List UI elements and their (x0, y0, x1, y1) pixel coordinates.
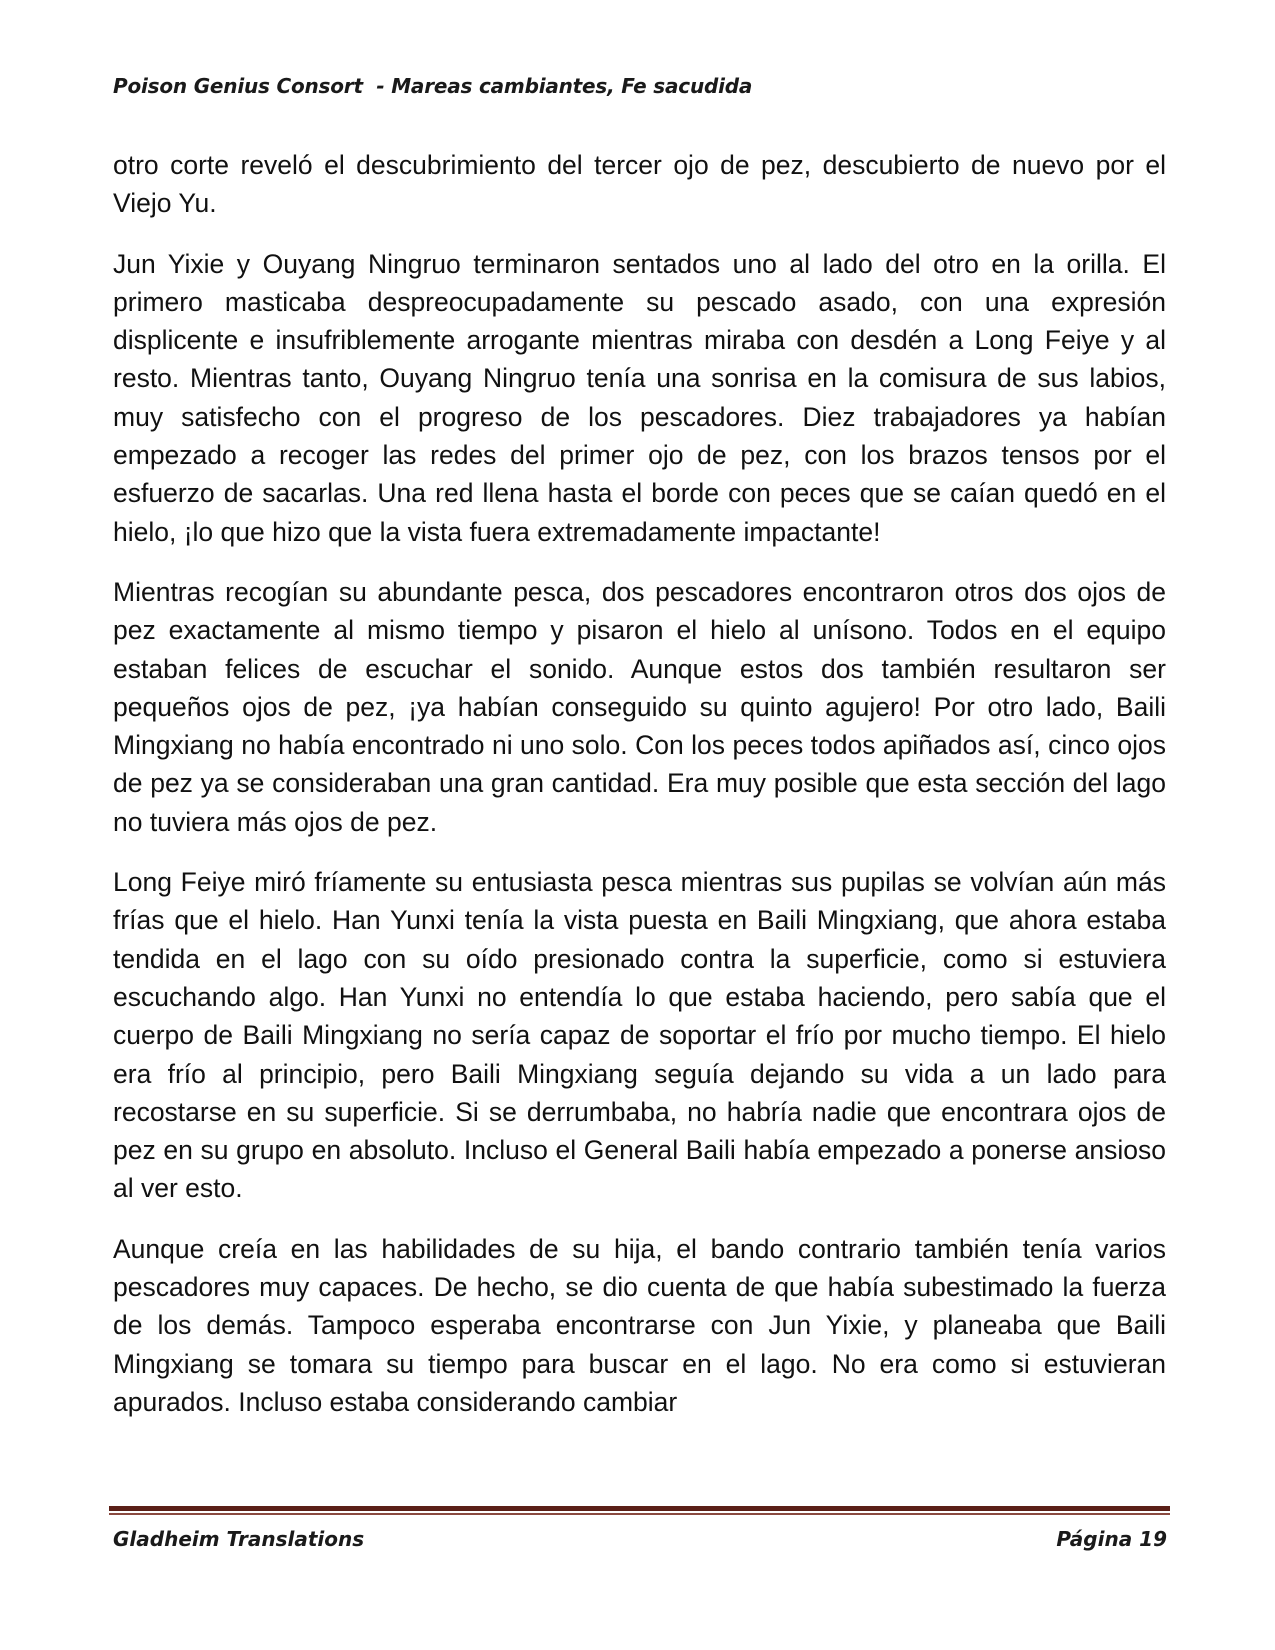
paragraph: otro corte reveló el descubrimiento del tercer ojo de pez, descubierto de nuevo por el Viejo Yu. (113, 150, 1166, 219)
running-header: Poison Genius Consort - Mareas cambiantes, Fe sacudida (113, 74, 753, 98)
footer-publisher: Gladheim Translations (113, 1527, 365, 1551)
footer-divider-thin (109, 1513, 1170, 1515)
footer-divider-thick (109, 1506, 1170, 1511)
paragraph: Long Feiye miró fríamente su entusiasta pesca mientras sus pupilas se volvían aún más frías que el hielo. Han Yunxi tenía la vista puesta en Baili Mingxiang, que ahora estaba tendida en el lago con su oído presionado contra la superficie, como si estuviera escuchando algo. Han Yunxi no entendía lo que estaba haciendo, pero sabía que el cuerpo de Baili Mingxiang no sería capaz de soportar el frío por mucho tiempo. El hielo era frío al principio, pero Baili Mingxiang seguía dejando su vida a un lado para recostarse en su superficie. Si se derrumbaba, no habría nadie que encontrara ojos de pez en su grupo en absoluto. Incluso el General Baili había empezado a ponerse ansioso al ver esto. (113, 867, 1166, 1204)
paragraph: Mientras recogían su abundante pesca, dos pescadores encontraron otros dos ojos de pez exactamente al mismo tiempo y pisaron el hielo al unísono. Todos en el equipo estaban felices de escuchar el sonido. Aunque estos dos también resultaron ser pequeños ojos de pez, ¡ya habían conseguido su quinto agujero! Por otro lado, Baili Mingxiang no había encontrado ni uno solo. Con los peces todos apiñados así, cinco ojos de pez ya se consideraban una gran cantidad. Era muy posible que esta sección del lago no tuviera más ojos de pez. (113, 576, 1166, 837)
body-text (113, 146, 1166, 1443)
paragraph: Aunque creía en las habilidades de su hija, el bando contrario también tenía varios pescadores muy capaces. De hecho, se dio cuenta de que había subestimado la fuerza de los demás. Tampoco esperaba encontrarse con Jun Yixie, y planeaba que Baili Mingxiang se tomara su tiempo para buscar en el lago. No era como si estuvieran apurados. Incluso estaba considerando cambiar (113, 1233, 1166, 1417)
page-number: Página 19 (1056, 1527, 1167, 1551)
paragraph: Jun Yixie y Ouyang Ningruo terminaron sentados uno al lado del otro en la orilla. El primero masticaba despreocupadamente su pescado asado, con una expresión displicente e insufriblemente arrogante mientras miraba con desdén a Long Feiye y al resto. Mientras tanto, Ouyang Ningruo tenía una sonrisa en la comisura de sus labios, muy satisfecho con el progreso de los pescadores. Diez trabajadores ya habían empezado a recoger las redes del primer ojo de pez, con los brazos tensos por el esfuerzo de sacarlas. Una red llena hasta el borde con peces que se caían quedó en el hielo, ¡lo que hizo que la vista fuera extremadamente impactante! (113, 248, 1166, 547)
